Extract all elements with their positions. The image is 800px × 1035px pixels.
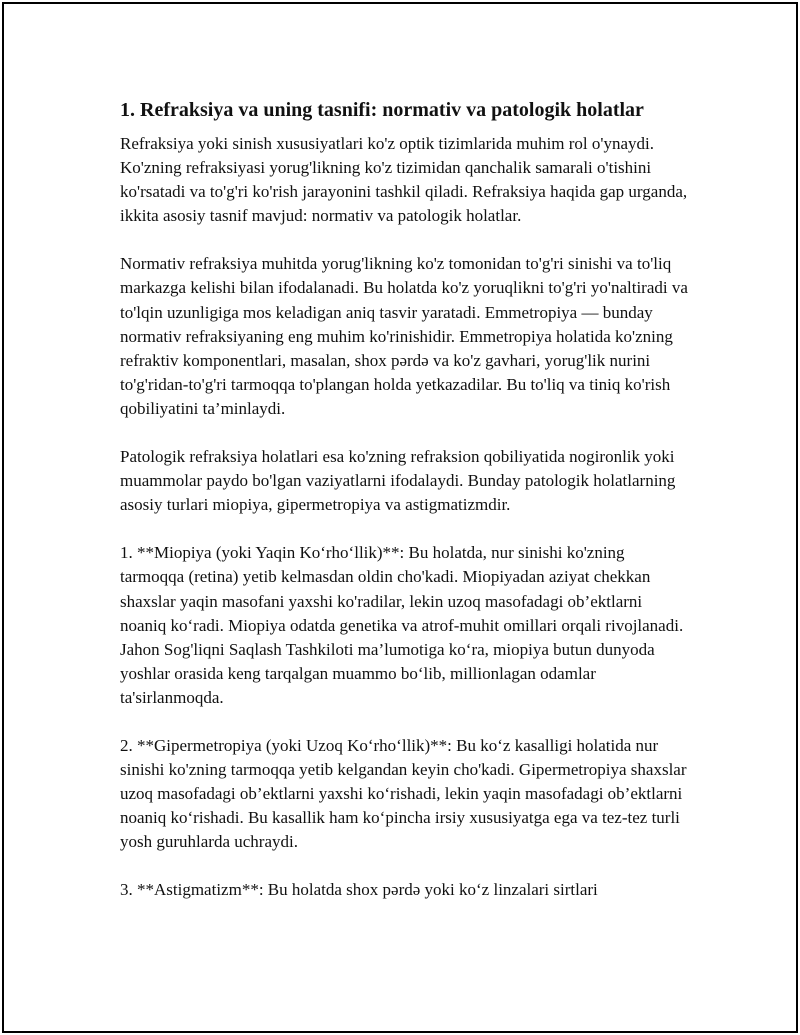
document-body — [120, 96, 690, 927]
section-heading: 1. Refraksiya va uning tasnifi: normativ va patologik holatlar — [120, 99, 644, 121]
paragraph-normative: Normativ refraksiya muhitda yorug'likning ko'z tomonidan to'g'ri sinishi va to'liq markazga kelishi bilan ifodalanadi. Bu holatda ko'z yoruqlikni to'g'ri yo'naltiradi va to'lqin uzunligiga mos keladigan aniq tasvir yaratadi. Emmetropiya — bunday normativ refraksiyaning eng muhim ko'rinishidir. Emmetropiya holatida ko'zning refraktiv komponentlari, masalan, shox pərdə va ko'z gavhari, yorug'lik nurini to'g'ridan-to'g'ri tarmoqqa to'plangan holda yetkazadilar. Bu to'liq va tiniq ko'rish qobiliyatini ta’minlaydi. — [120, 254, 688, 418]
list-item-astigmatism: 3. **Astigmatizm**: Bu holatda shox pərdə yoki ko‘z linzalari sirtlari — [120, 880, 598, 900]
list-item-hypermetropia: 2. **Gipermetropiya (yoki Uzoq Ko‘rho‘llik)**: Bu ko‘z kasalligi holatida nur sinishi ko'zning tarmoqqa yetib kelgandan keyin cho'kadi. Gipermetropiya shaxslar uzoq masofadagi ob’ektlarni yaxshi ko‘rishadi, lekin yaqin masofadagi ob’ektlarni noaniq ko‘rishadi. Bu kasallik ham ko‘pincha irsiy xususiyatga ega va tez-tez turli yosh guruhlarda uchraydi. — [120, 735, 687, 852]
page-frame — [2, 2, 798, 1033]
paragraph-intro: Refraksiya yoki sinish xususiyatlari ko'z optik tizimlarida muhim rol o'ynaydi. Ko'zning refraksiyasi yorug'likning ko'z tizimidan qanchalik samarali o'tishini ko'rsatadi va to'g'ri ko'rish jarayonini tashkil qiladi. Refraksiya haqida gap urganda, ikkita asosiy tasnif mavjud: normativ va patologik holatlar. — [120, 134, 688, 226]
list-item-myopia: 1. **Miopiya (yoki Yaqin Ko‘rho‘llik)**: Bu holatda, nur sinishi ko'zning tarmoqqa (retina) yetib kelmasdan oldin cho'kadi. Miopiyadan aziyat chekkan shaxslar yaqin masofani yaxshi ko'radilar, lekin uzoq masofadagi ob’ektlarni noaniq ko‘radi. Miopiya odatda genetika va atrof-muhit omillari orqali rivojlanadi. Jahon Sog'liqni Saqlash Tashkiloti ma’lumotiga ko‘ra, miopiya butun dunyoda yoshlar orasida keng tarqalgan muammo bo‘lib, millionlagan odamlar ta'sirlanmoqda. — [120, 543, 684, 707]
paragraph-pathologic: Patologik refraksiya holatlari esa ko'zning refraksion qobiliyatida nogironlik yoki muammolar paydo bo'lgan vaziyatlarni ifodalaydi. Bunday patologik holatlarning asosiy turlari miopiya, gipermetropiya va astigmatizmdir. — [120, 447, 676, 515]
